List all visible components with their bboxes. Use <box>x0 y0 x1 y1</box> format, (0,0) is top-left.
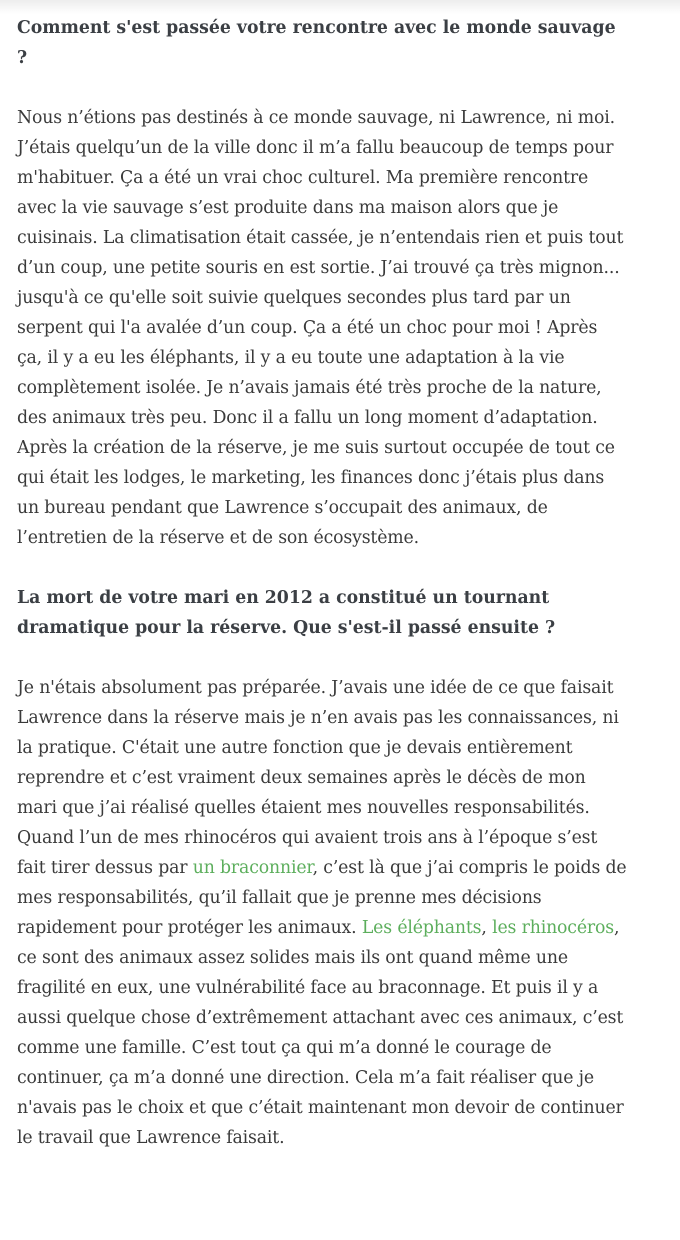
interview-question-2: La mort de votre mari en 2012 a constitué un tournant dramatique pour la réserve. Que s'est-il passé ensuite ? <box>17 588 556 638</box>
interview-answer-1: Nous n’étions pas destinés à ce monde sauvage, ni Lawrence, ni moi. J’étais quelqu’un de la ville donc il m’a fallu beaucoup de temps pour m'habituer. Ça a été un vrai choc culturel. Ma première rencontre avec la vie sauvage s’est produite dans ma maison alors que je cuisinais. La climatisation était cassée, je n’entendais rien et puis tout d’un coup, une petite souris en est sortie. J’ai trouvé ça très mignon... jusqu'à ce qu'elle soit suivie quelques secondes plus tard par un serpent qui l'a avalée d’un coup. Ça a été un choc pour moi ! Après ça, il y a eu les éléphants, il y a eu toute une adaptation à la vie complètement isolée. Je n’avais jamais été très proche de la nature, des animaux très peu. Donc il a fallu un long moment d’adaptation. Après la création de la réserve, je me suis surtout occupée de tout ce qui était les lodges, le marketing, les finances donc j’étais plus dans un bureau pendant que Lawrence s’occupait des animaux, de l’entretien de la réserve et de son écosystème. <box>17 108 624 548</box>
article-body <box>17 13 627 1183</box>
answer-2-text-1: Je n'étais absolument pas préparée. J’avais une idée de ce que faisait Lawrence dans la réserve mais je n’en avais pas les connaissances, ni la pratique. C'était une autre fonction que je devais entièrement reprendre et c’est vraiment deux semaines après le décès de mon mari que j’ai réalisé quelles étaient mes nouvelles responsabilités. Quand l’un de mes rhinocéros qui avaient trois ans à l’époque s’est fait tirer dessus par <box>17 678 619 878</box>
answer-2-text-3: , <box>481 918 493 938</box>
interview-answer-2 <box>17 673 627 1153</box>
link-elephants[interactable]: Les éléphants <box>361 918 482 938</box>
header-shadow <box>0 0 680 14</box>
answer-2-text-4: , ce sont des animaux assez solides mais ils ont quand même une fragilité en eux, une vulnérabilité face au braconnage. Et puis il y a aussi quelque chose d’extrêmement attachant avec ces animaux, c’est comme une famille. C’est tout ça qui m’a donné le courage de continuer, ça m’a donné une direction. Cela m’a fait réaliser que je n'avais pas le choix et que c’était maintenant mon devoir de continuer le travail que Lawrence faisait. <box>17 918 624 1148</box>
link-rhinoceros[interactable]: les rhinocéros <box>492 918 615 938</box>
interview-question-1: Comment s'est passée votre rencontre avec le monde sauvage ? <box>17 18 616 68</box>
link-braconnier[interactable]: un braconnier <box>192 858 313 878</box>
answer-2-text-2: , c’est là que j’ai compris le poids de mes responsabilités, qu’il fallait que je prenne mes décisions rapidement pour protéger les animaux. <box>17 858 627 938</box>
